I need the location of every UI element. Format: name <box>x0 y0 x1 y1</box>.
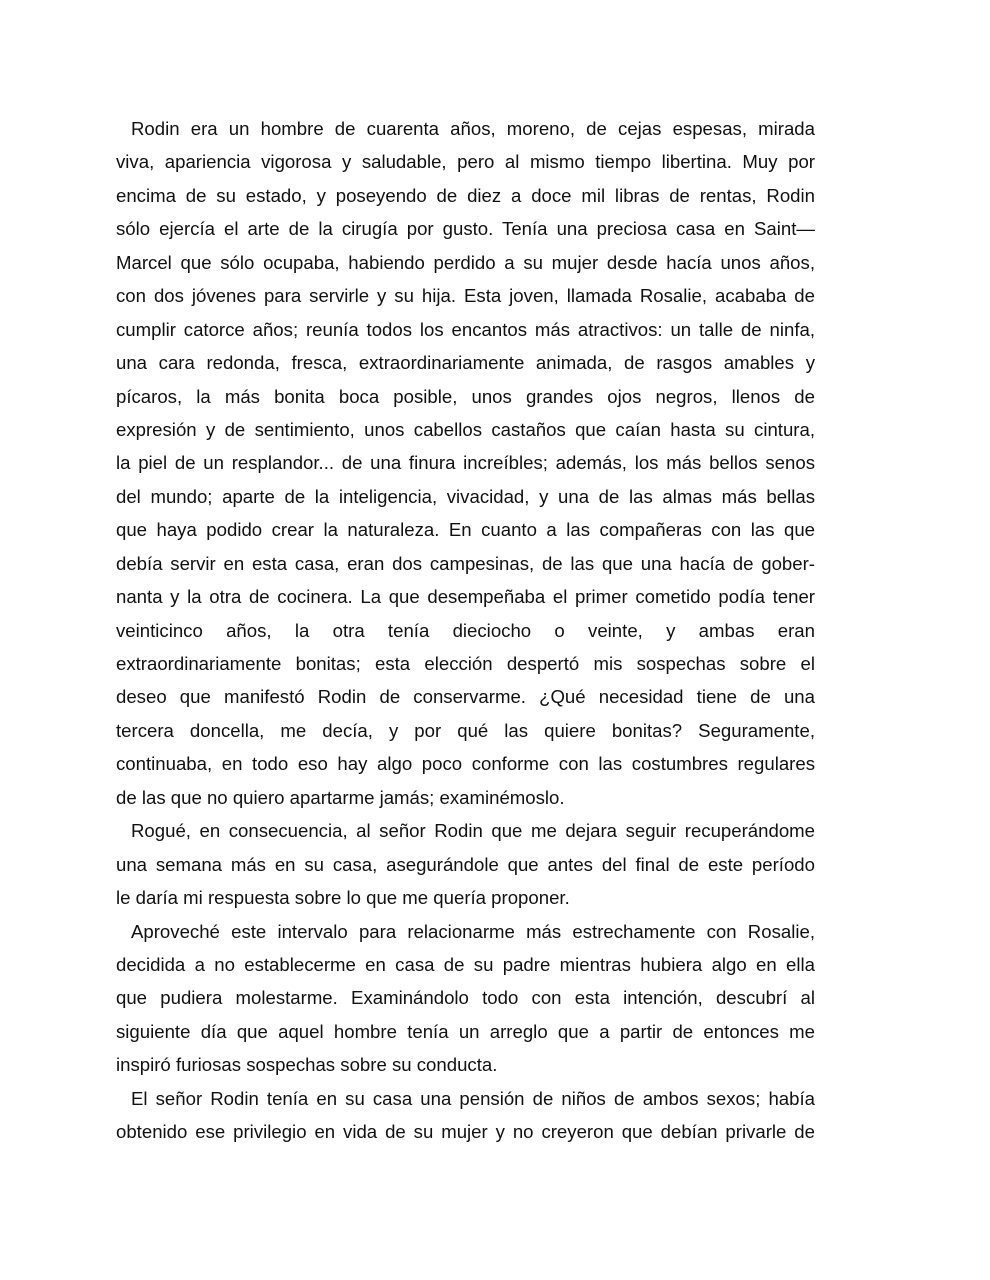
text-line: veinticinco años, la otra tenía dieciocho o veinte, y ambas eran <box>116 619 815 641</box>
text-line: extraordinariamente bonitas; esta elección despertó mis sospechas sobre el <box>116 653 815 674</box>
text-line: debía servir en esta casa, eran dos campesinas, de las que una hacía de gober- <box>116 552 815 574</box>
text-line: El señor Rodin tenía en su casa una pensión de niños de ambos sexos; había <box>131 1087 815 1109</box>
text-line: inspiró furiosas sospechas sobre su conducta. <box>116 1054 498 1076</box>
text-line: con dos jóvenes para servirle y su hija. Esta joven, llamada Rosalie, acababa de <box>116 285 815 307</box>
text-line: Aproveché este intervalo para relacionarme más estrechamente con Rosalie, <box>131 920 815 942</box>
text-line: obtenido ese privilegio en vida de su mujer y no creyeron que debían privarle de <box>116 1121 815 1143</box>
text-line: deseo que manifestó Rodin de conservarme. ¿Qué necesidad tiene de una <box>116 686 815 708</box>
text-line: nanta y la otra de cocinera. La que desempeñaba el primer cometido podía tener <box>116 586 815 608</box>
text-line: que pudiera molestarme. Examinándolo todo con esta intención, descubrí al <box>116 987 815 1009</box>
text-line: encima de su estado, y poseyendo de diez a doce mil libras de rentas, Rodin <box>116 184 815 206</box>
text-line: sólo ejercía el arte de la cirugía por gusto. Tenía una preciosa casa en Saint— <box>116 218 815 240</box>
paragraph <box>116 814 815 914</box>
text-line: una semana más en su casa, asegurándole que antes del final de este período <box>116 853 815 875</box>
text-line: viva, apariencia vigorosa y saludable, pero al mismo tiempo libertina. Muy por <box>116 151 815 173</box>
text-line: la piel de un resplandor... de una finura increíbles; además, los más bellos senos <box>116 452 815 474</box>
body-text <box>116 112 815 1149</box>
text-line: Rogué, en consecuencia, al señor Rodin que me dejara seguir recuperándome <box>131 820 815 842</box>
text-line: pícaros, la más bonita boca posible, unos grandes ojos negros, llenos de <box>116 385 815 407</box>
text-line: decidida a no establecerme en casa de su padre mientras hubiera algo en ella <box>116 953 815 975</box>
paragraph <box>116 1082 815 1149</box>
text-line: del mundo; aparte de la inteligencia, vivacidad, y una de las almas más bellas <box>116 485 815 507</box>
text-line: Rodin era un hombre de cuarenta años, moreno, de cejas espesas, mirada <box>131 118 815 139</box>
text-line: expresión y de sentimiento, unos cabellos castaños que caían hasta su cintura, <box>116 418 815 440</box>
text-line: tercera doncella, me decía, y por qué las quiere bonitas? Seguramente, <box>116 719 815 741</box>
text-line: siguiente día que aquel hombre tenía un arreglo que a partir de entonces me <box>116 1020 815 1042</box>
text-line: que haya podido crear la naturaleza. En cuanto a las compañeras con las que <box>116 519 815 541</box>
paragraph <box>116 915 815 1082</box>
text-line: cumplir catorce años; reunía todos los encantos más atractivos: un talle de ninfa, <box>116 318 815 340</box>
text-line: Marcel que sólo ocupaba, habiendo perdido a su mujer desde hacía unos años, <box>116 251 815 273</box>
text-line: le daría mi respuesta sobre lo que me quería proponer. <box>116 887 570 909</box>
text-line: continuaba, en todo eso hay algo poco conforme con las costumbres regulares <box>116 753 815 775</box>
text-line: una cara redonda, fresca, extraordinariamente animada, de rasgos amables y <box>116 352 815 374</box>
text-line: de las que no quiero apartarme jamás; examinémoslo. <box>116 786 565 808</box>
paragraph <box>116 112 815 814</box>
